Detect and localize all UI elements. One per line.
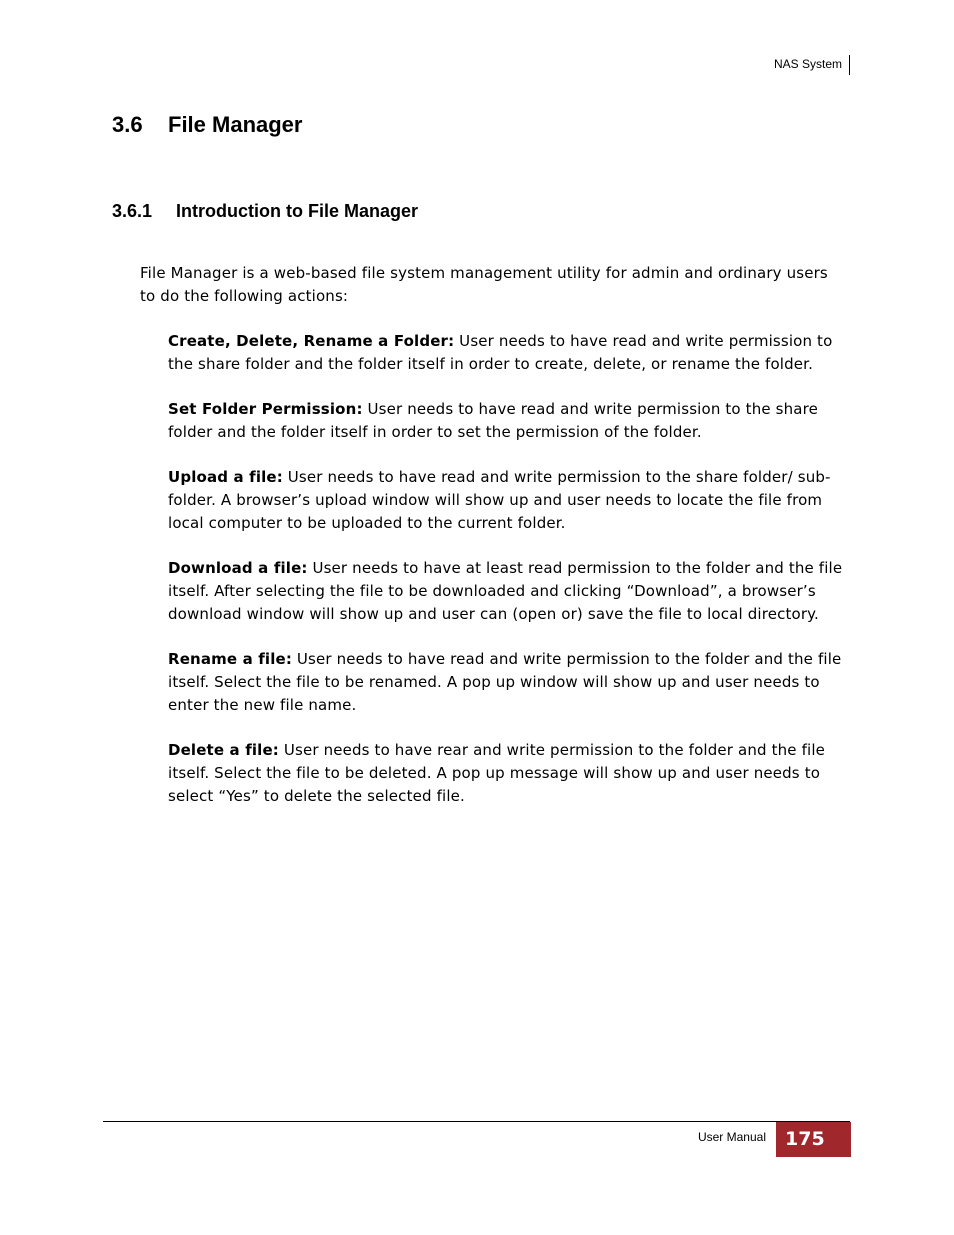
- action-description: User needs to have read and write permission to the share folder and the folder itself in order to create, delete, or rename the folder.: [168, 332, 833, 373]
- action-term: Download a file:: [168, 559, 308, 577]
- action-list: [168, 330, 852, 830]
- section-number: 3.6: [112, 112, 143, 137]
- header-label: NAS System: [773, 57, 842, 71]
- action-item-set-permission: [168, 398, 852, 444]
- action-description: User needs to have at least read permission to the folder and the file itself. After selecting the file to be downloaded and clicking “Download”, a browser’s download window will show up and user can (open or) save the file to local directory.: [168, 559, 843, 623]
- section-title: File Manager: [168, 112, 303, 137]
- action-description: User needs to have rear and write permission to the folder and the file itself. Select the file to be deleted. A pop up message will show up and user needs to select “Yes” to delete the selected file.: [168, 741, 826, 805]
- action-term: Set Folder Permission:: [168, 400, 363, 418]
- action-term: Delete a file:: [168, 741, 279, 759]
- subsection-heading: [112, 199, 418, 223]
- action-description: User needs to have read and write permission to the share folder and the folder itself in order to set the permission of the folder.: [168, 400, 818, 441]
- action-item-create-folder: [168, 330, 852, 376]
- action-item-upload-file: [168, 466, 852, 535]
- footer-label: User Manual: [697, 1130, 766, 1144]
- intro-paragraph: File Manager is a web-based file system management utility for admin and ordinary users to do the following actions:: [140, 264, 828, 305]
- action-term: Rename a file:: [168, 650, 292, 668]
- subsection-title: Introduction to File Manager: [176, 201, 418, 221]
- action-description: User needs to have read and write permission to the share folder/ sub-folder. A browser’s upload window will show up and user needs to locate the file from local computer to be uploaded to the current folder.: [168, 468, 831, 532]
- header-divider: [849, 55, 850, 75]
- action-term: Create, Delete, Rename a Folder:: [168, 332, 455, 350]
- action-term: Upload a file:: [168, 468, 283, 486]
- page-number-badge: 175: [776, 1122, 851, 1157]
- action-item-download-file: [168, 557, 852, 626]
- subsection-number: 3.6.1: [112, 201, 153, 221]
- section-heading: [112, 110, 302, 140]
- action-item-rename-file: [168, 648, 852, 717]
- footer-divider: [103, 1121, 850, 1122]
- action-item-delete-file: [168, 739, 852, 808]
- action-description: User needs to have read and write permission to the folder and the file itself. Select the file to be renamed. A pop up window will show up and user needs to enter the new file name.: [168, 650, 842, 714]
